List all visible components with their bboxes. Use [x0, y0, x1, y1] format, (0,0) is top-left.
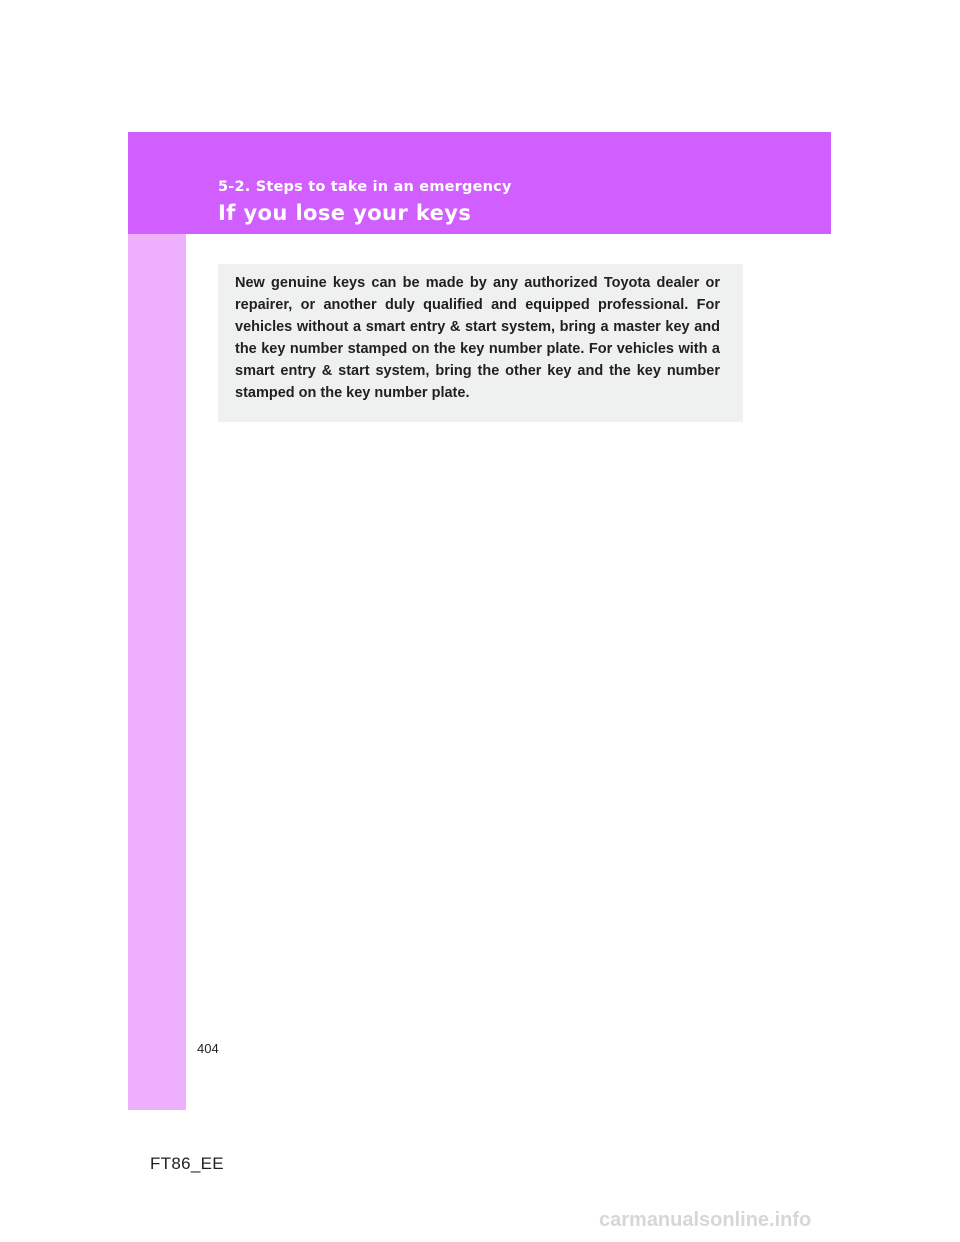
- info-box-text: New genuine keys can be made by any authorized Toyota dealer or repairer, or another duly qualified and equipped professional. For vehicles without a smart entry & start system, bring a master key and the key number stamped on the key number plate. For vehicles with a smart entry & start system, bring the other key and the key number stamped on the key number plate.: [235, 275, 720, 401]
- chapter-side-strip: [128, 234, 186, 1110]
- section-label: 5-2. Steps to take in an emergency: [218, 179, 512, 195]
- info-box: [218, 264, 743, 422]
- page-title: If you lose your keys: [218, 201, 472, 225]
- watermark: carmanualsonline.info: [599, 1209, 812, 1231]
- document-code: FT86_EE: [150, 1154, 224, 1173]
- page-number: 404: [197, 1041, 219, 1056]
